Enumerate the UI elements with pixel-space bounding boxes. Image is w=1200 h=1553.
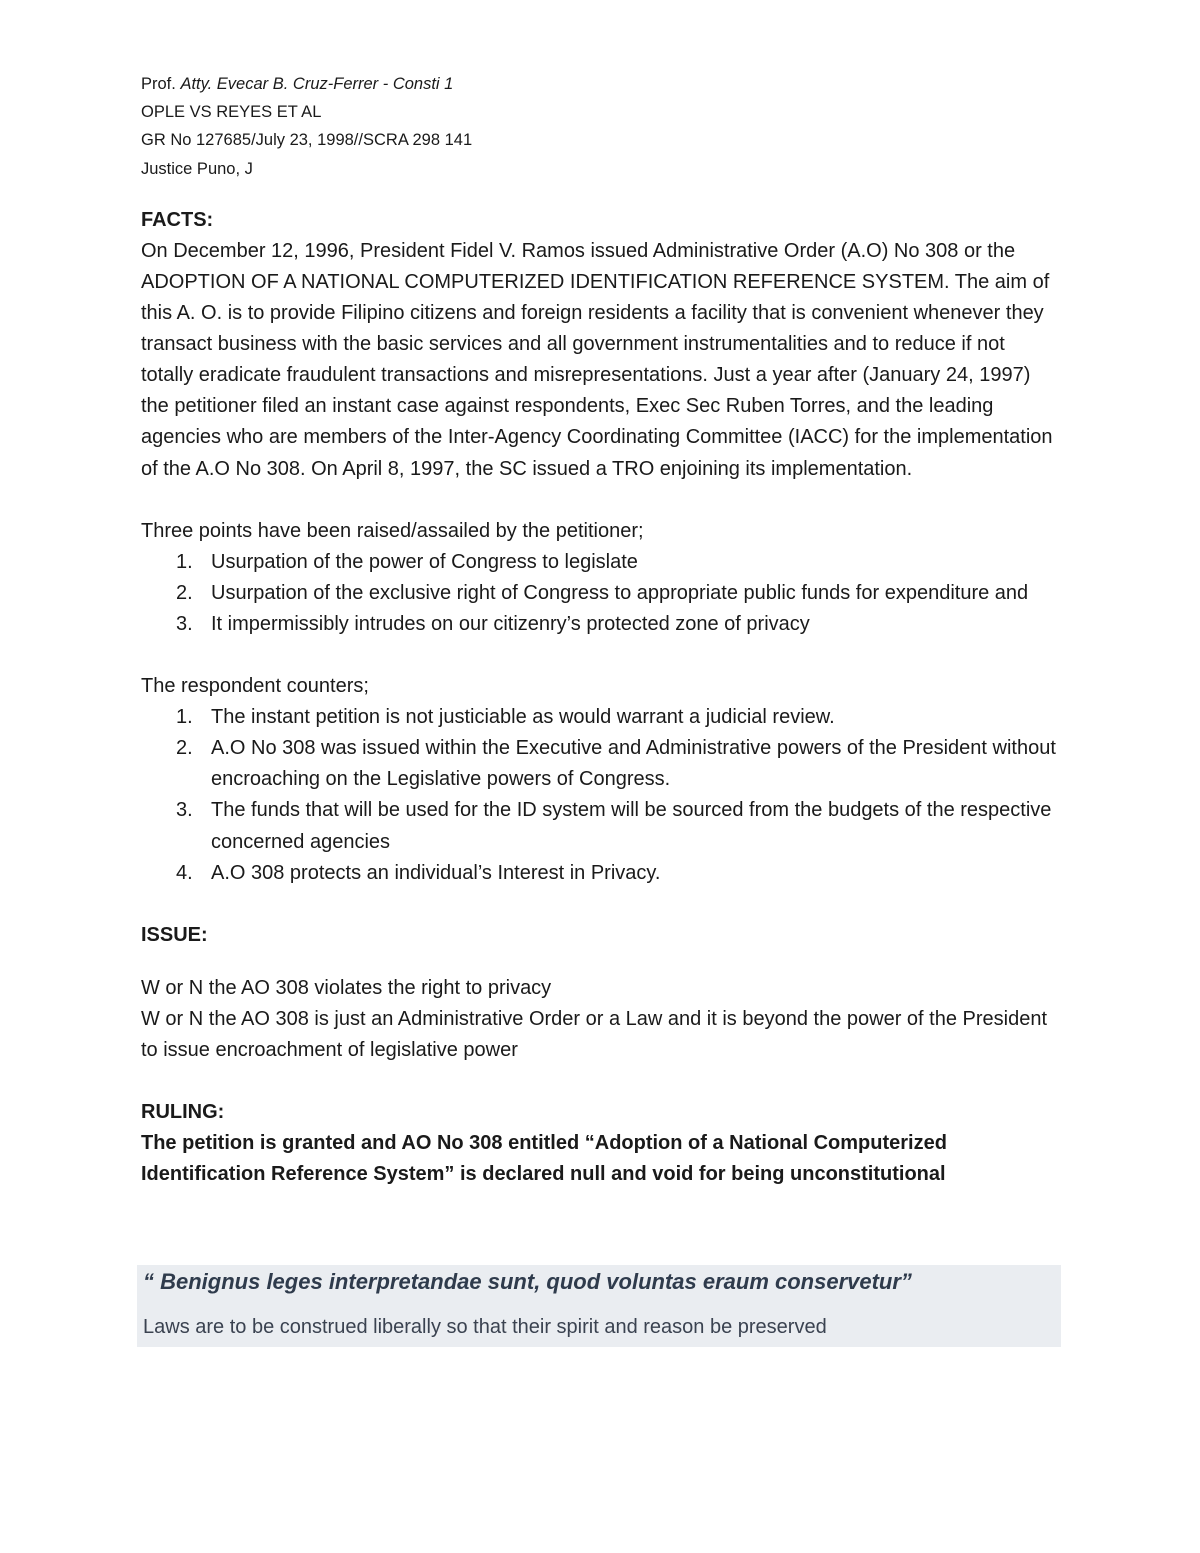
ruling-label: RULING: <box>141 1101 225 1124</box>
list-item <box>176 547 1061 578</box>
list-text: A.O 308 protects an individual’s Interest in Privacy. <box>211 861 661 884</box>
petitioner-points-list <box>141 547 1061 640</box>
list-number: 1. <box>176 706 193 729</box>
list-text: It impermissibly intrudes on our citizenry’s protected zone of privacy <box>211 612 810 635</box>
case-title: OPLE VS REYES ET AL <box>141 103 322 122</box>
list-text: The instant petition is not justiciable as would warrant a judicial review. <box>211 706 835 729</box>
list-text: Usurpation of the exclusive right of Congress to appropriate public funds for expenditure and <box>211 581 1029 604</box>
ponente: Justice Puno, J <box>141 159 253 178</box>
latin-quote-box <box>137 1265 1061 1347</box>
author-name: Atty. Evecar B. Cruz-Ferrer - Consti 1 <box>180 75 454 93</box>
list-text: Usurpation of the power of Congress to legislate <box>211 550 638 573</box>
issue-label: ISSUE: <box>141 923 208 946</box>
list-item <box>176 609 1061 640</box>
list-number: 2. <box>176 581 193 604</box>
issue-line-2: W or N the AO 308 is just an Administrative Order or a Law and it is beyond the power of the President to issue encroachment of legislative power <box>141 1007 1048 1061</box>
list-number: 3. <box>176 799 193 822</box>
facts-paragraph: On December 12, 1996, President Fidel V. Ramos issued Administrative Order (A.O) No 308 or the ADOPTION OF A NATIONAL COMPUTERIZED IDENTIFICATION REFERENCE SYSTEM. The aim of this A. O. is to provide Filipino citizens and foreign residents a facility that is convenient whenever they transact business with the basic services and all government instrumentalities and to reduce if not totally eradicate fraudulent transactions and misrepresentations. Just a year after (January 24, 1997) the petitioner filed an instant case against respondents, Exec Sec Ruben Torres, and the leading agencies who are members of the Inter-Agency Coordinating Committee (IACC) for the implementation of the A.O No 308. On April 8, 1997, the SC issued a TRO enjoining its implementation. <box>141 239 1053 480</box>
list-number: 3. <box>176 612 193 635</box>
list-item <box>176 795 1061 857</box>
author-line <box>141 70 1061 98</box>
list-item <box>176 578 1061 609</box>
author-prefix: Prof. <box>141 75 181 93</box>
case-citation: GR No 127685/July 23, 1998//SCRA 298 141 <box>141 131 473 150</box>
maxim-translation: Laws are to be construed liberally so that their spirit and reason be preserved <box>143 1316 827 1338</box>
latin-maxim: “ Benignus leges interpretandae sunt, quod voluntas eraum conservetur” <box>143 1269 912 1294</box>
list-number: 1. <box>176 550 193 573</box>
list-number: 4. <box>176 861 193 884</box>
list-text: The funds that will be used for the ID system will be sourced from the budgets of the respective concerned agencies <box>211 799 1052 853</box>
list-item <box>176 702 1061 733</box>
facts-label: FACTS: <box>141 208 214 231</box>
list-text: A.O No 308 was issued within the Executive and Administrative powers of the President without encroaching on the Legislative powers of Congress. <box>211 737 1056 791</box>
list-item <box>176 733 1061 795</box>
list-item <box>176 858 1061 889</box>
petitioner-points-intro: Three points have been raised/assailed by the petitioner; <box>141 519 644 542</box>
ruling-text: The petition is granted and AO No 308 entitled “Adoption of a National Computerized Identification Reference System” is declared null and void for being unconstitutional <box>141 1132 947 1186</box>
document-page <box>141 70 1061 1190</box>
list-number: 2. <box>176 737 193 760</box>
respondent-points-intro: The respondent counters; <box>141 675 369 698</box>
respondent-points-list <box>141 702 1061 889</box>
issue-line-1: W or N the AO 308 violates the right to privacy <box>141 976 552 999</box>
